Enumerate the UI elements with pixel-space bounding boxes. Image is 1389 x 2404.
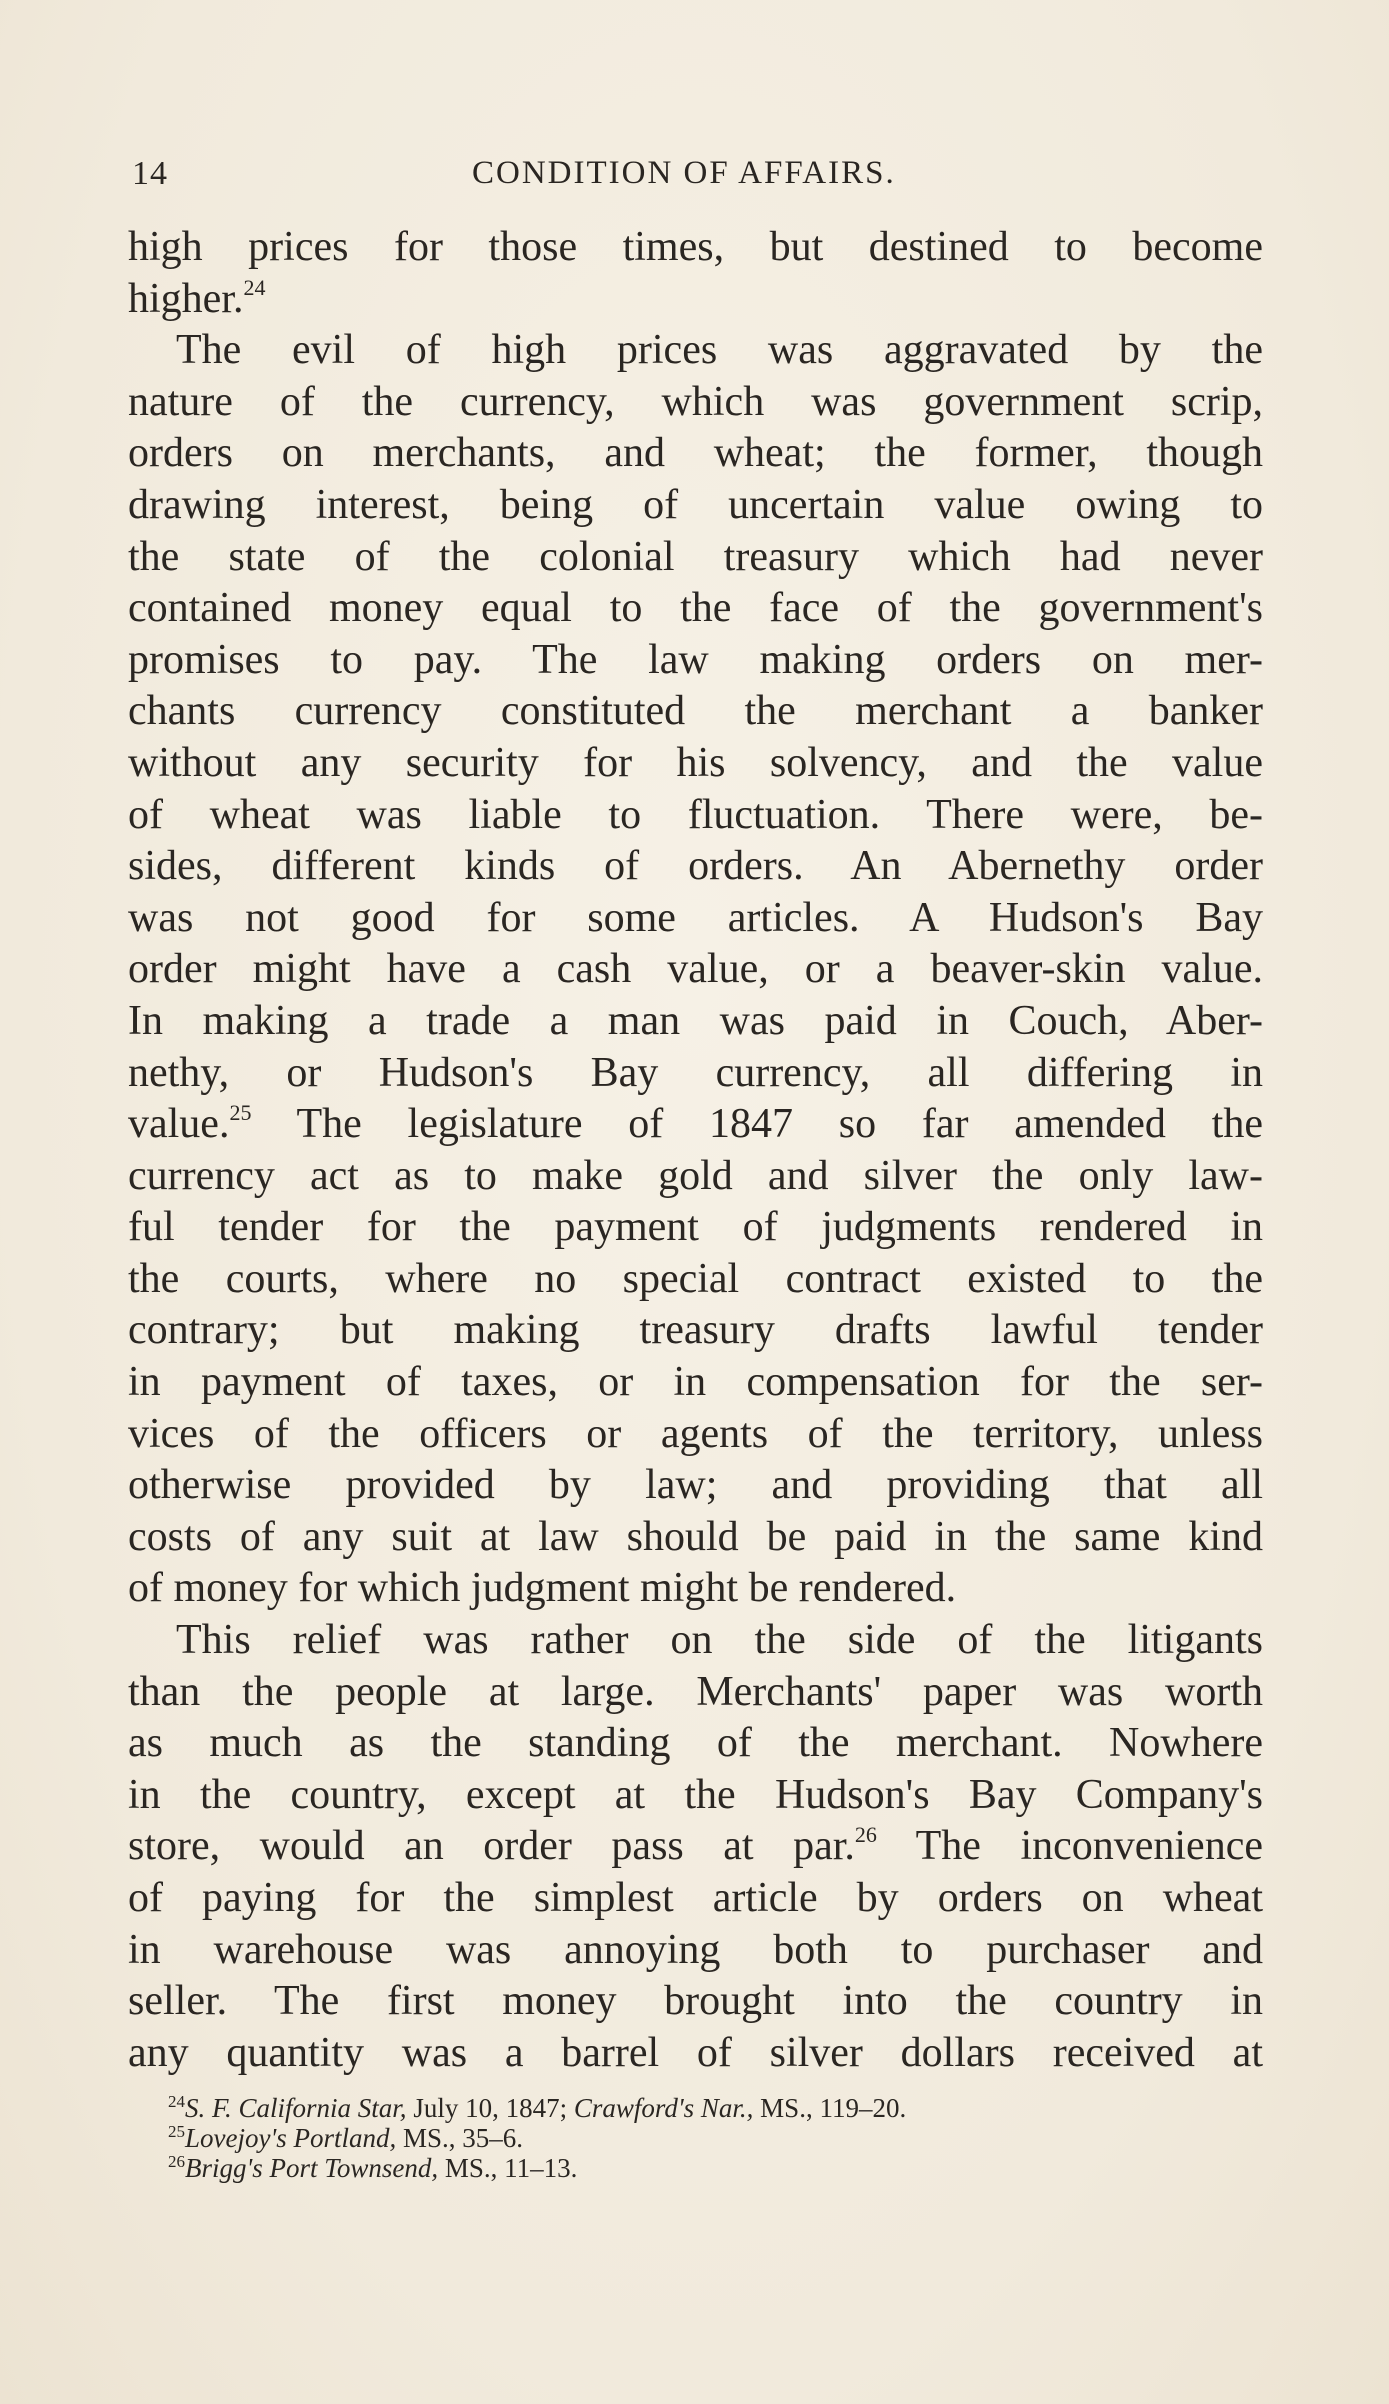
footnote-mark: 25 bbox=[168, 2122, 185, 2141]
text-line: nature of the currency, which was government scrip, bbox=[128, 378, 1263, 425]
footnote bbox=[168, 2153, 1228, 2183]
text-fragment: The inconvenience bbox=[876, 1823, 1263, 1870]
text-line: in the country, except at the Hudson's Bay Company's bbox=[128, 1771, 1263, 1818]
text-line bbox=[128, 274, 1263, 326]
text-line: than the people at large. Merchants' paper was worth bbox=[128, 1668, 1263, 1715]
text-line: in warehouse was annoying both to purchaser and bbox=[128, 1926, 1263, 1973]
text-line: was not good for some articles. A Hudson's Bay bbox=[128, 894, 1263, 941]
footnote-source: S. F. California Star, bbox=[185, 2093, 407, 2123]
footnote-reference: 25 bbox=[229, 1100, 252, 1126]
text-line: in payment of taxes, or in compensation for the ser- bbox=[128, 1359, 1263, 1406]
text-fragment: value. bbox=[128, 1101, 230, 1148]
text-line: any quantity was a barrel of silver dollars received at bbox=[128, 2029, 1263, 2076]
text-line: contrary; but making treasury drafts lawful tender bbox=[128, 1307, 1263, 1354]
text-fragment: The legislature of 1847 so far amended the bbox=[251, 1101, 1263, 1148]
footnote-source: Crawford's Nar., bbox=[573, 2093, 754, 2123]
footnote bbox=[168, 2123, 1228, 2153]
text-line: seller. The first money brought into the country in bbox=[128, 1978, 1263, 2025]
text-line: of paying for the simplest article by orders on wheat bbox=[128, 1875, 1263, 1921]
text-line: contained money equal to the face of the government's bbox=[128, 585, 1263, 632]
text-line: chants currency constituted the merchant a banker bbox=[128, 688, 1263, 735]
text-line: promises to pay. The law making orders on mer- bbox=[128, 636, 1263, 683]
footnote-reference: 24 bbox=[243, 274, 266, 300]
footnotes bbox=[168, 2093, 1228, 2183]
text-line: The evil of high prices was aggravated by the bbox=[176, 327, 1263, 374]
text-line: as much as the standing of the merchant. Nowhere bbox=[128, 1720, 1263, 1767]
text-line: sides, different kinds of orders. An Abernethy order bbox=[128, 843, 1263, 890]
text-line: costs of any suit at law should be paid in the same kind bbox=[128, 1513, 1263, 1560]
text-line: the courts, where no special contract existed to the bbox=[128, 1255, 1263, 1302]
text-line: order might have a cash value, or a beaver-skin value. bbox=[128, 946, 1263, 993]
text-line: the state of the colonial treasury which had never bbox=[128, 533, 1263, 580]
text-line: currency act as to make gold and silver the only law- bbox=[128, 1152, 1263, 1199]
footnote-mark: 26 bbox=[168, 2152, 185, 2171]
text-line: orders on merchants, and wheat; the former, though bbox=[128, 430, 1263, 477]
text-line bbox=[128, 1099, 1263, 1151]
text-line: drawing interest, being of uncertain value owing to bbox=[128, 481, 1263, 528]
footnote-source: Lovejoy's Portland, bbox=[185, 2123, 397, 2153]
text-line: vices of the officers or agents of the territory, unless bbox=[128, 1410, 1263, 1457]
footnote-text: July 10, 1847; bbox=[406, 2093, 574, 2123]
text-line: This relief was rather on the side of the litigants bbox=[176, 1617, 1263, 1664]
footnote-mark: 24 bbox=[168, 2092, 185, 2111]
text-fragment: store, would an order pass at par. bbox=[128, 1823, 855, 1870]
text-line: otherwise provided by law; and providing that all bbox=[128, 1462, 1263, 1509]
text-line: of money for which judgment might be rendered. bbox=[128, 1565, 957, 1612]
footnote-source: Brigg's Port Townsend, bbox=[185, 2153, 439, 2183]
text-line: In making a trade a man was paid in Couch, Aber- bbox=[128, 997, 1263, 1044]
text-fragment: higher. bbox=[128, 275, 244, 322]
text-line: of wheat was liable to fluctuation. There were, be- bbox=[128, 791, 1263, 838]
footnote-reference: 26 bbox=[854, 1822, 877, 1848]
footnote-text: MS., 119–20. bbox=[753, 2093, 907, 2123]
page-header bbox=[132, 155, 1262, 205]
footnote-text: MS., 11–13. bbox=[438, 2153, 578, 2183]
body-text bbox=[128, 222, 1263, 2079]
page-number: 14 bbox=[132, 155, 168, 192]
text-line bbox=[128, 1821, 1263, 1873]
running-head: CONDITION OF AFFAIRS. bbox=[472, 155, 896, 191]
text-line: high prices for those times, but destined to become bbox=[128, 224, 1263, 270]
footnote-text: MS., 35–6. bbox=[396, 2123, 524, 2153]
footnote bbox=[168, 2093, 1228, 2123]
text-line: nethy, or Hudson's Bay currency, all differing in bbox=[128, 1049, 1263, 1096]
text-line: without any security for his solvency, and the value bbox=[128, 739, 1263, 786]
text-line: ful tender for the payment of judgments rendered in bbox=[128, 1204, 1263, 1251]
